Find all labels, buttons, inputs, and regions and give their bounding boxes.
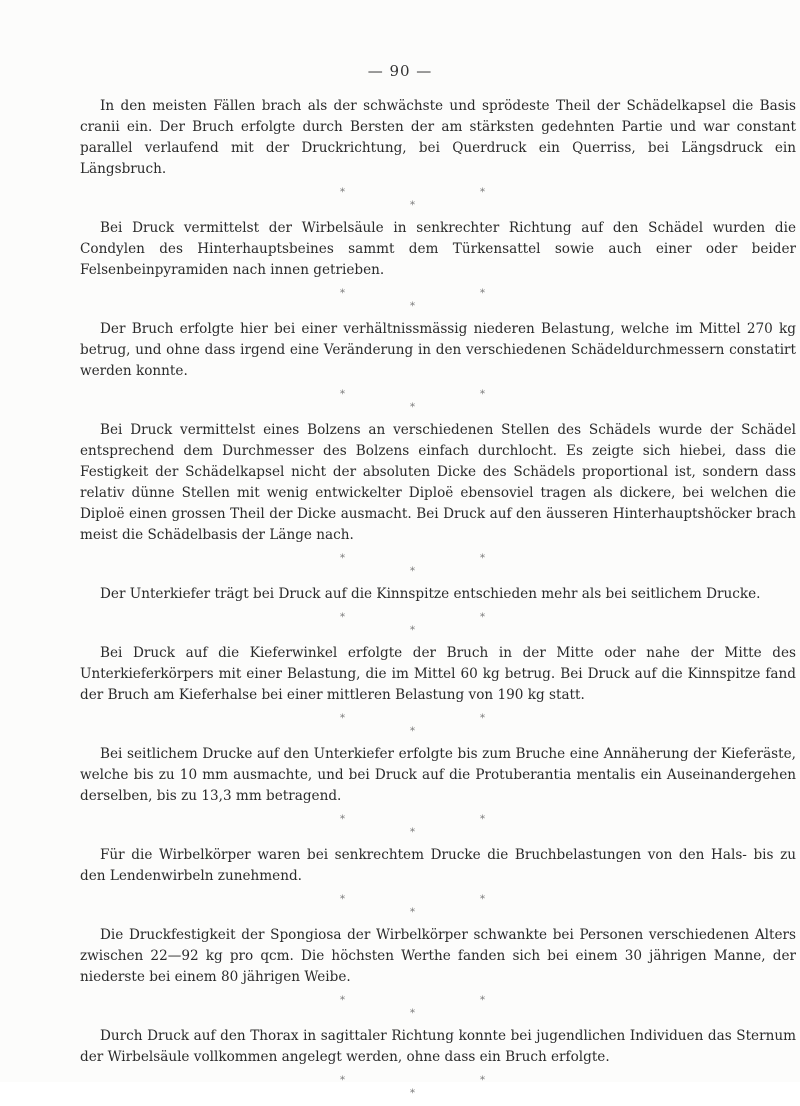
paragraph-6: Bei Druck auf die Kieferwinkel erfolgte der Bruch in der Mitte oder nahe der Mitte des Unterkieferkörpers mit einer Belastung, die im Mittel 60 kg betrug. Bei Druck auf die Kinnspitze fand der Bruch am Kieferhalse bei einer mittleren Belastung von 190 kg statt.: [80, 645, 796, 703]
separator-asterisk: *: [480, 187, 485, 198]
separator-asterisk: *: [480, 1075, 485, 1086]
separator-asterisk: *: [410, 1088, 415, 1099]
section-separator: [80, 382, 796, 420]
separator-asterisk: *: [340, 1075, 345, 1086]
paragraph-10: Durch Druck auf den Thorax in sagittaler Richtung konnte bei jugendlichen Individuen das Sternum der Wirbelsäule vollkommen angelegt werden, ohne dass ein Bruch erfolgte.: [80, 1028, 796, 1065]
separator-asterisk: *: [340, 995, 345, 1006]
separator-asterisk: *: [480, 389, 485, 400]
separator-asterisk: *: [410, 907, 415, 918]
section-separator: [80, 988, 796, 1026]
section-separator: [80, 706, 796, 744]
separator-asterisk: *: [480, 995, 485, 1006]
paragraph-4: Bei Druck vermittelst eines Bolzens an verschiedenen Stellen des Schädels wurde der Schädel entsprechend dem Durchmesser des Bolzens einfach durchlocht. Es zeigte sich hiebei, dass die Festigkeit der Schädelkapsel nicht der absoluten Dicke des Schädels proportional ist, sondern dass relativ dünne Stellen mit wenig entwickelter Diploë ebensoviel tragen als dickere, bei welchen die Diploë einen grossen Theil der Dicke ausmacht. Bei Druck auf den äusseren Hinterhauptshöcker brach meist die Schädelbasis der Länge nach.: [80, 422, 796, 543]
section-separator: [80, 605, 796, 643]
separator-asterisk: *: [480, 713, 485, 724]
paragraph-5: Der Unterkiefer trägt bei Druck auf die Kinnspitze entschieden mehr als bei seitlichem Drucke.: [100, 586, 761, 602]
separator-asterisk: *: [340, 288, 345, 299]
separator-asterisk: *: [480, 612, 485, 623]
section-separator: [80, 887, 796, 925]
separator-asterisk: *: [410, 625, 415, 636]
paragraph-9: Die Druckfestigkeit der Spongiosa der Wirbelkörper schwankte bei Personen verschiedenen Alters zwischen 22—92 kg pro qcm. Die höchsten Werthe fanden sich bei einem 30 jährigen Manne, der niederste bei einem 80 jährigen Weibe.: [80, 927, 796, 985]
paragraph-8: Für die Wirbelkörper waren bei senkrechtem Drucke die Bruchbelastungen von den Hals- bis zu den Lendenwirbeln zunehmend.: [80, 847, 796, 884]
body-text: [80, 96, 796, 1106]
separator-asterisk: *: [410, 1008, 415, 1019]
page-number: — 90 —: [367, 62, 433, 80]
separator-asterisk: *: [340, 894, 345, 905]
separator-asterisk: *: [480, 894, 485, 905]
separator-asterisk: *: [410, 200, 415, 211]
paragraph-7: Bei seitlichem Drucke auf den Unterkiefer erfolgte bis zum Bruche eine Annäherung der Kieferäste, welche bis zu 10 mm ausmachte, und bei Druck auf die Protuberantia mentalis ein Auseinandergehen derselben, bis zu 13,3 mm betragend.: [80, 746, 796, 804]
separator-asterisk: *: [410, 566, 415, 577]
paragraph-2: Bei Druck vermittelst der Wirbelsäule in senkrechter Richtung auf den Schädel wurden die Condylen des Hinterhauptsbeines sammt dem Türkensattel sowie auch einer oder beider Felsenbeinpyramiden nach innen getrieben.: [80, 220, 796, 278]
separator-asterisk: *: [340, 814, 345, 825]
separator-asterisk: *: [410, 301, 415, 312]
paragraph-3: Der Bruch erfolgte hier bei einer verhältnissmässig niederen Belastung, welche im Mittel 270 kg betrug, und ohne dass irgend eine Veränderung in den verschiedenen Schädeldurchmessern constatirt werden konnte.: [80, 321, 796, 379]
section-separator: [80, 546, 796, 584]
section-separator: [80, 1068, 796, 1106]
separator-asterisk: *: [480, 814, 485, 825]
separator-asterisk: *: [410, 726, 415, 737]
separator-asterisk: *: [340, 187, 345, 198]
separator-asterisk: *: [480, 288, 485, 299]
separator-asterisk: *: [410, 402, 415, 413]
paragraph-1: In den meisten Fällen brach als der schwächste und sprödeste Theil der Schädelkapsel die Basis cranii ein. Der Bruch erfolgte durch Bersten der am stärksten gedehnten Partie und war constant parallel verlaufend mit der Druckrichtung, bei Querdruck ein Querriss, bei Längsdruck ein Längsbruch.: [80, 98, 796, 177]
separator-asterisk: *: [340, 612, 345, 623]
section-separator: [80, 281, 796, 319]
section-separator: [80, 807, 796, 845]
separator-asterisk: *: [480, 553, 485, 564]
separator-asterisk: *: [340, 553, 345, 564]
separator-asterisk: *: [340, 389, 345, 400]
separator-asterisk: *: [410, 827, 415, 838]
section-separator: [80, 180, 796, 218]
separator-asterisk: *: [340, 713, 345, 724]
